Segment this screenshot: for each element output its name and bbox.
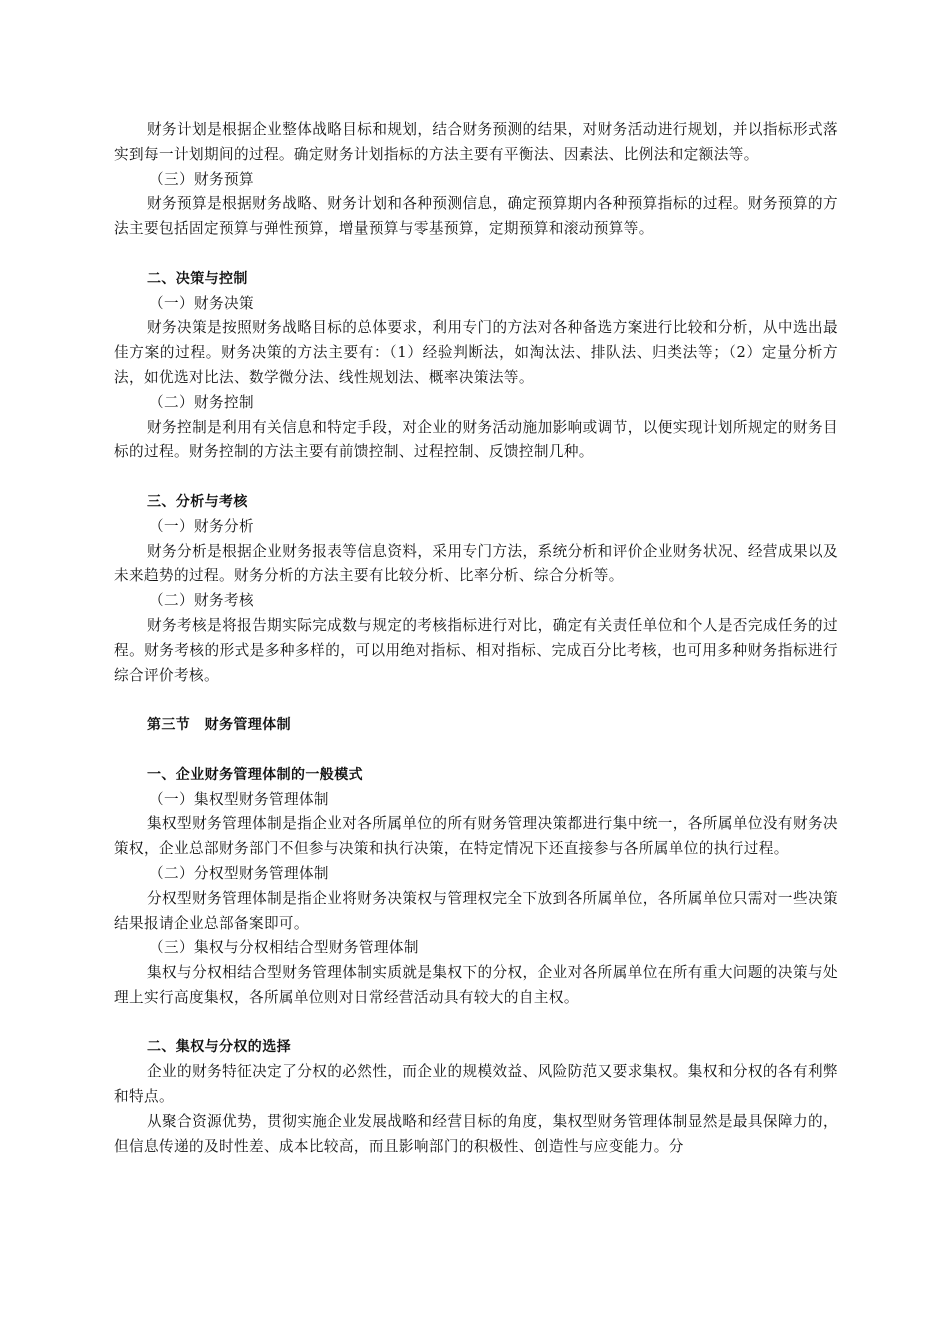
spacer — [114, 242, 838, 267]
paragraph-financial-budget: 财务预算是根据财务战略、财务计划和各种预测信息，确定预算期内各种预算指标的过程。财务预算的方法主要包括固定预算与弹性预算，增量预算与零基预算，定期预算和滚动预算等。 — [114, 195, 838, 238]
paragraph-combined: 集权与分权相结合型财务管理体制实质就是集权下的分权，企业对各所属单位在所有重大问题的决策与处理上实行高度集权，各所属单位则对日常经营活动具有较大的自主权。 — [114, 964, 838, 1006]
paragraph-financial-assessment: 财务考核是将报告期实际完成数与规定的考核指标进行对比，确定有关责任单位和个人是否完成任务的过程。财务考核的形式是多种多样的，可以用绝对指标、相对指标、完成百分比考核，也可用多种财务指标进行综合评价考核。 — [114, 616, 838, 684]
subheading-financial-assessment: （二）财务考核 — [149, 592, 254, 610]
subheading-decentralized: （二）分权型财务管理体制 — [149, 864, 329, 882]
spacer — [114, 465, 838, 490]
document-body — [114, 118, 838, 1159]
subheading-financial-decision: （一）财务决策 — [149, 294, 254, 312]
heading-section-three: 第三节 财务管理体制 — [147, 717, 291, 734]
paragraph-choice-2: 从聚合资源优势，贯彻实施企业发展战略和经营目标的角度，集权型财务管理体制显然是最具保障力的，但信息传递的及时性差、成本比较高，而且影响部门的积极性、创造性与应变能力。分 — [114, 1112, 838, 1155]
heading-general-modes: 一、企业财务管理体制的一般模式 — [147, 766, 363, 783]
paragraph-financial-analysis: 财务分析是根据企业财务报表等信息资料，采用专门方法，系统分析和评价企业财务状况、经营成果以及未来趋势的过程。财务分析的方法主要有比较分析、比率分析、综合分析等。 — [114, 542, 838, 585]
paragraph-financial-control: 财务控制是利用有关信息和特定手段，对企业的财务活动施加影响或调节，以便实现计划所规定的财务目标的过程。财务控制的方法主要有前馈控制、过程控制、反馈控制几种。 — [114, 418, 838, 461]
spacer — [114, 688, 838, 713]
spacer — [114, 1011, 838, 1036]
paragraph-centralized: 集权型财务管理体制是指企业对各所属单位的所有财务管理决策都进行集中统一，各所属单位没有财务决策权，企业总部财务部门不但参与决策和执行决策，在特定情况下还直接参与各所属单位的执行过程。 — [114, 815, 838, 858]
subheading-financial-budget: （三）财务预算 — [149, 170, 254, 188]
heading-decision-control: 二、决策与控制 — [147, 270, 248, 287]
subheading-centralized: （一）集权型财务管理体制 — [149, 790, 329, 808]
paragraph-financial-plan: 财务计划是根据企业整体战略目标和规划，结合财务预测的结果，对财务活动进行规划，并以指标形式落实到每一计划期间的过程。确定财务计划指标的方法主要有平衡法、因素法、比例法和定额法等。 — [114, 121, 838, 163]
heading-analysis-assessment: 三、分析与考核 — [147, 493, 248, 510]
paragraph-decentralized: 分权型财务管理体制是指企业将财务决策权与管理权完全下放到各所属单位，各所属单位只需对一些决策结果报请企业总部备案即可。 — [114, 889, 838, 932]
subheading-combined: （三）集权与分权相结合型财务管理体制 — [149, 939, 419, 957]
paragraph-financial-decision: 财务决策是按照财务战略目标的总体要求，利用专门的方法对各种备选方案进行比较和分析，从中选出最佳方案的过程。财务决策的方法主要有：（1）经验判断法，如淘汰法、排队法、归类法等；（2）定量分析方法，如优选对比法、数学微分法、线性规划法、概率决策法等。 — [114, 319, 838, 386]
heading-choice: 二、集权与分权的选择 — [147, 1039, 291, 1056]
subheading-financial-analysis: （一）财务分析 — [149, 517, 254, 535]
subheading-financial-control: （二）财务控制 — [149, 393, 254, 411]
paragraph-choice-1: 企业的财务特征决定了分权的必然性，而企业的规模效益、风险防范又要求集权。集权和分权的各有利弊和特点。 — [114, 1063, 838, 1106]
spacer — [114, 738, 838, 763]
